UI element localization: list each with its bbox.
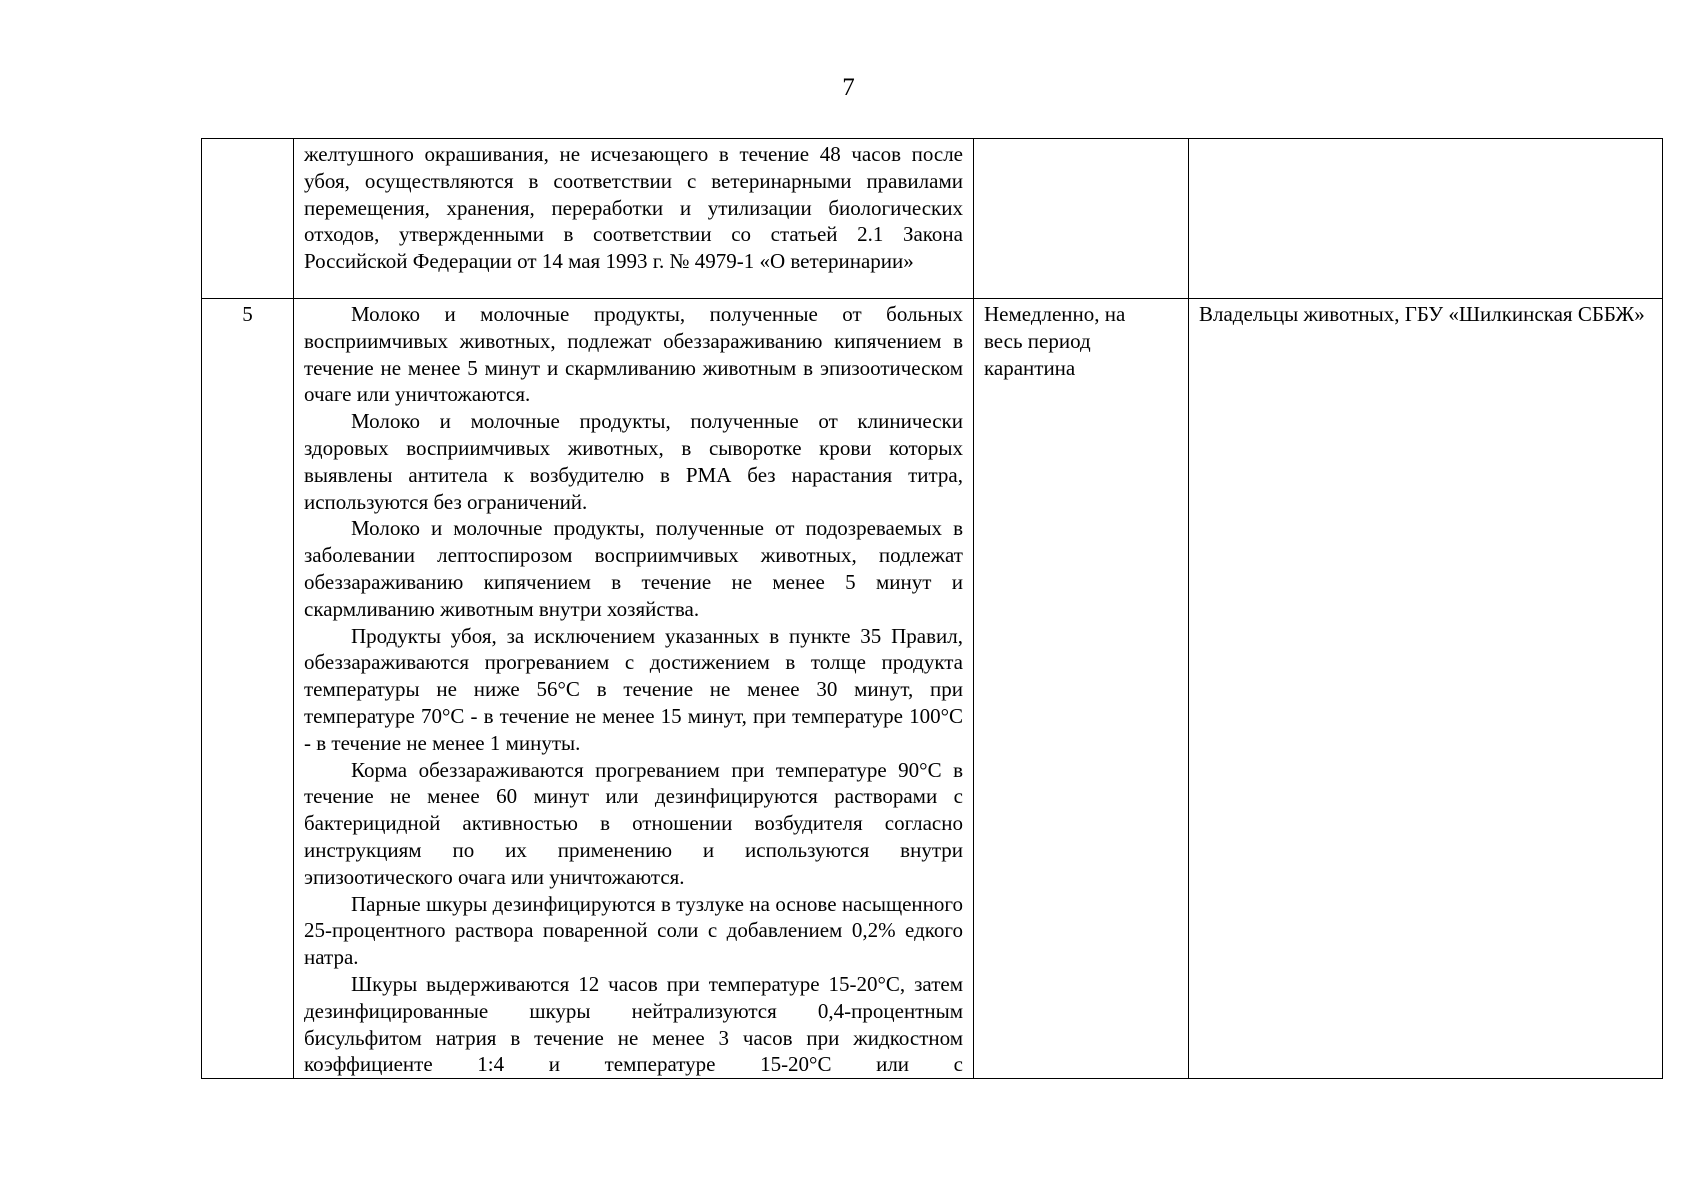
measures-table [201,138,1663,1079]
row-number-cell [202,139,294,299]
paragraph-slaughter-products: Продукты убоя, за исключением указанных в пункте 35 Правил, обеззараживаются прогреванием с достижением в толще продукта температуры не ниже 56°С в течение не менее 30 минут, при температуре 70°С - в течение не менее 15 минут, при температуре 100°С - в течение не менее 1 минуты. [304,623,963,755]
paragraph-milk-suspected: Молоко и молочные продукты, полученные от подозреваемых в заболевании лептоспирозом восприимчивых животных, подлежат обеззараживанию кипячением в течение не менее 5 минут и скармливанию животным внутри хозяйства. [304,516,963,621]
measure-text: желтушного окрашивания, не исчезающего в течение 48 часов после убоя, осуществляются в соответствии с ветеринарными правилами перемещения, хранения, переработки и утилизации биологических отходов, утвержденными в соответствии со статьей 2.1 Закона Российской Федерации от 14 мая 1993 г. № 4979-1 «О ветеринарии» [304,142,963,274]
table-row [202,299,1663,1079]
row-number-cell: 5 [202,299,294,1079]
paragraph-raw-hides: Парные шкуры дезинфицируются в тузлуке на основе насыщенного 25-процентного раствора поваренной соли с добавлением 0,2% едкого натра. [304,891,963,970]
measure-text-cell [294,139,974,299]
page-number: 7 [842,74,855,101]
table-row [202,139,1663,299]
paragraph-milk-sick: Молоко и молочные продукты, полученные от больных восприимчивых животных, подлежат обеззараживанию кипячением в течение не менее 5 минут и скармливанию животным в эпизоотическом очаге или уничтожаются. [304,302,963,407]
term-cell [974,299,1189,1079]
responsible-cell [1189,299,1663,1079]
paragraph-feed: Корма обеззараживаются прогреванием при температуре 90°С в течение не менее 60 минут или дезинфицируются растворами с бактерицидной активностью в отношении возбудителя согласно инструкциям по их применению и используются внутри эпизоотического очага или уничтожаются. [304,757,963,889]
paragraph-hides-neutralization: Шкуры выдерживаются 12 часов при температуре 15-20°С, затем дезинфицированные шкуры нейтрализуются 0,4-процентным бисульфитом натрия в течение не менее 3 часов при жидкостном коэффициенте 1:4 и температуре 15-20°С или с [304,971,963,1077]
responsible-text: Владельцы животных, ГБУ «Шилкинская СББЖ» [1199,302,1645,326]
measure-text-cell [294,299,974,1079]
responsible-cell [1189,139,1663,299]
term-cell [974,139,1189,299]
term-text: Немедленно, на весь период карантина [984,302,1126,380]
paragraph-milk-healthy: Молоко и молочные продукты, полученные от клинически здоровых восприимчивых животных, в сыворотке крови которых выявлены антитела к возбудителю в РМА без нарастания титра, используются без ограничений. [304,409,963,514]
